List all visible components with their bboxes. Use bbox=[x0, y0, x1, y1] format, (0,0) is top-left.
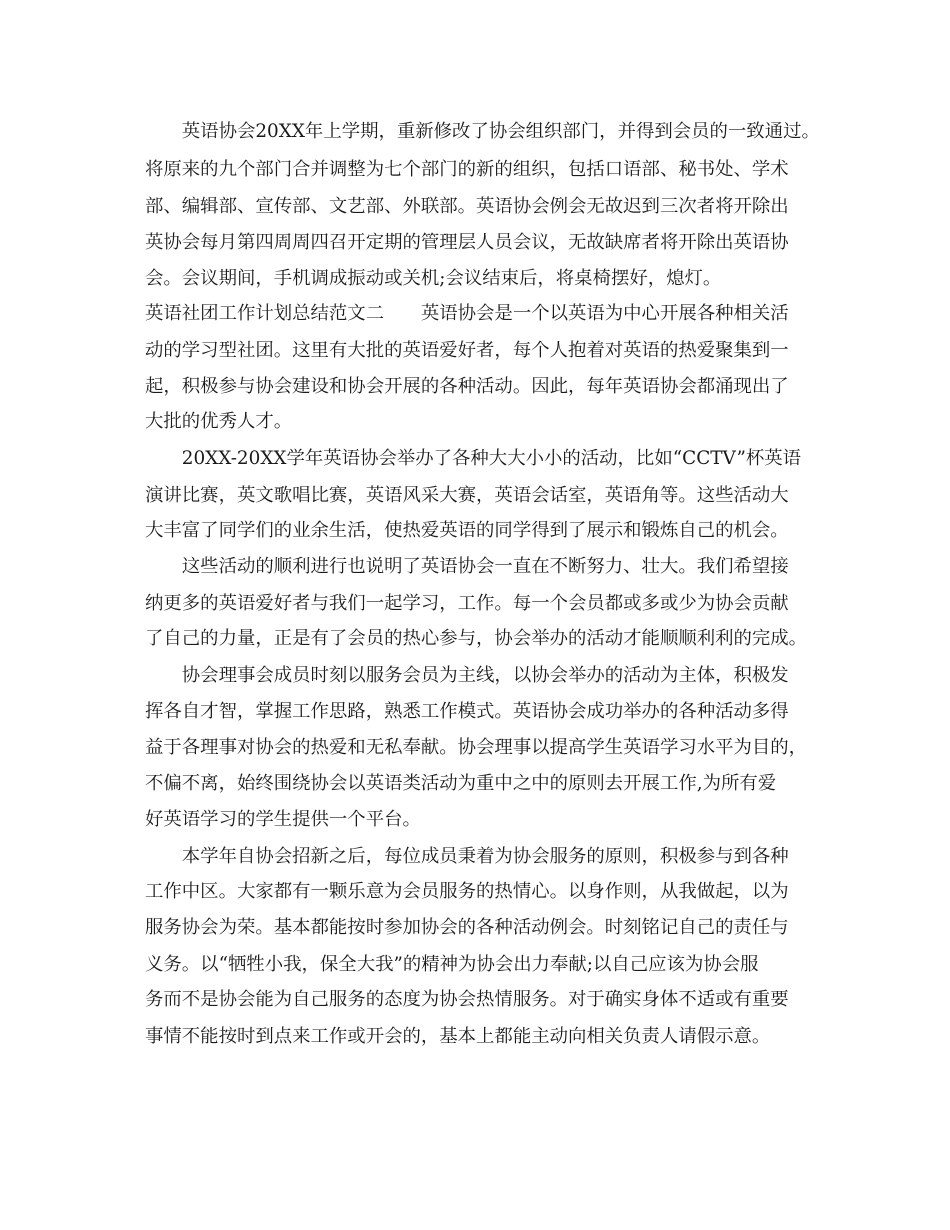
text-line: 20XX-20XX学年英语协会举办了各种大大小小的活动，比如“CCTV”杯英语 bbox=[145, 448, 802, 469]
text-line: 演讲比赛，英文歌唱比赛，英语风采大赛，英语会话室，英语角等。这些活动大 bbox=[145, 485, 789, 506]
text-line: 益于各理事对协会的热爱和无私奉献。协会理事以提高学生英语学习水平为目的， bbox=[145, 737, 808, 758]
text-line: 英语社团工作计划总结范文二 英语协会是一个以英语为中心开展各种相关活 bbox=[145, 303, 789, 324]
text-line: 将原来的九个部门合并调整为七个部门的新的组织，包括口语部、秘书处、学术 bbox=[145, 159, 789, 180]
text-line: 纳更多的英语爱好者与我们一起学习，工作。每一个会员都或多或少为协会贡献 bbox=[145, 593, 789, 614]
text-line: 协会理事会成员时刻以服务会员为主线，以协会举办的活动为主体，积极发 bbox=[145, 665, 789, 686]
text-line: 动的学习型社团。这里有大批的英语爱好者，每个人抱着对英语的热爱聚集到一 bbox=[145, 340, 789, 361]
text-line: 服务协会为荣。基本都能按时参加协会的各种活动例会。时刻铭记自己的责任与 bbox=[145, 917, 789, 938]
text-line: 好英语学习的学生提供一个平台。 bbox=[145, 809, 421, 830]
text-line: 义务。以“牺牲小我，保全大我”的精神为协会出力奉献;以自己应该为协会服 bbox=[145, 954, 759, 975]
text-line: 起，积极参与协会建设和协会开展的各种活动。因此，每年英语协会都涌现出了 bbox=[145, 376, 789, 397]
text-line: 事情不能按时到点来工作或开会的，基本上都能主动向相关负责人请假示意。 bbox=[145, 1026, 771, 1047]
text-line: 不偏不离，始终围绕协会以英语类活动为重中之中的原则去开展工作,为所有爱 bbox=[145, 773, 777, 794]
text-line: 务而不是协会能为自己服务的态度为协会热情服务。对于确实身体不适或有重要 bbox=[145, 989, 789, 1010]
text-line: 本学年自协会招新之后，每位成员秉着为协会服务的原则，积极参与到各种 bbox=[145, 846, 789, 867]
text-line: 大丰富了同学们的业余生活，使热爱英语的同学得到了展示和锻炼自己的机会。 bbox=[145, 520, 789, 541]
text-line: 工作中区。大家都有一颗乐意为会员服务的热情心。以身作则，从我做起，以为 bbox=[145, 881, 789, 902]
text-line: 部、编辑部、宣传部、文艺部、外联部。英语协会例会无故迟到三次者将开除出 bbox=[145, 196, 789, 217]
text-line: 这些活动的顺利进行也说明了英语协会一直在不断努力、壮大。我们希望接 bbox=[145, 556, 789, 577]
text-line: 英语协会20XX年上学期，重新修改了协会组织部门，并得到会员的一致通过。 bbox=[145, 121, 820, 142]
text-line: 会。会议期间，手机调成振动或关机;会议结束后，将桌椅摆好，熄灯。 bbox=[145, 268, 722, 289]
text-line: 挥各自才智，掌握工作思路，熟悉工作模式。英语协会成功举办的各种活动多得 bbox=[145, 701, 789, 722]
text-line: 大批的优秀人才。 bbox=[145, 411, 293, 432]
text-line: 英协会每月第四周周四召开定期的管理层人员会议，无故缺席者将开除出英语协 bbox=[145, 232, 789, 253]
text-line: 了自己的力量，正是有了会员的热心参与，协会举办的活动才能顺顺利利的完成。 bbox=[145, 628, 808, 649]
